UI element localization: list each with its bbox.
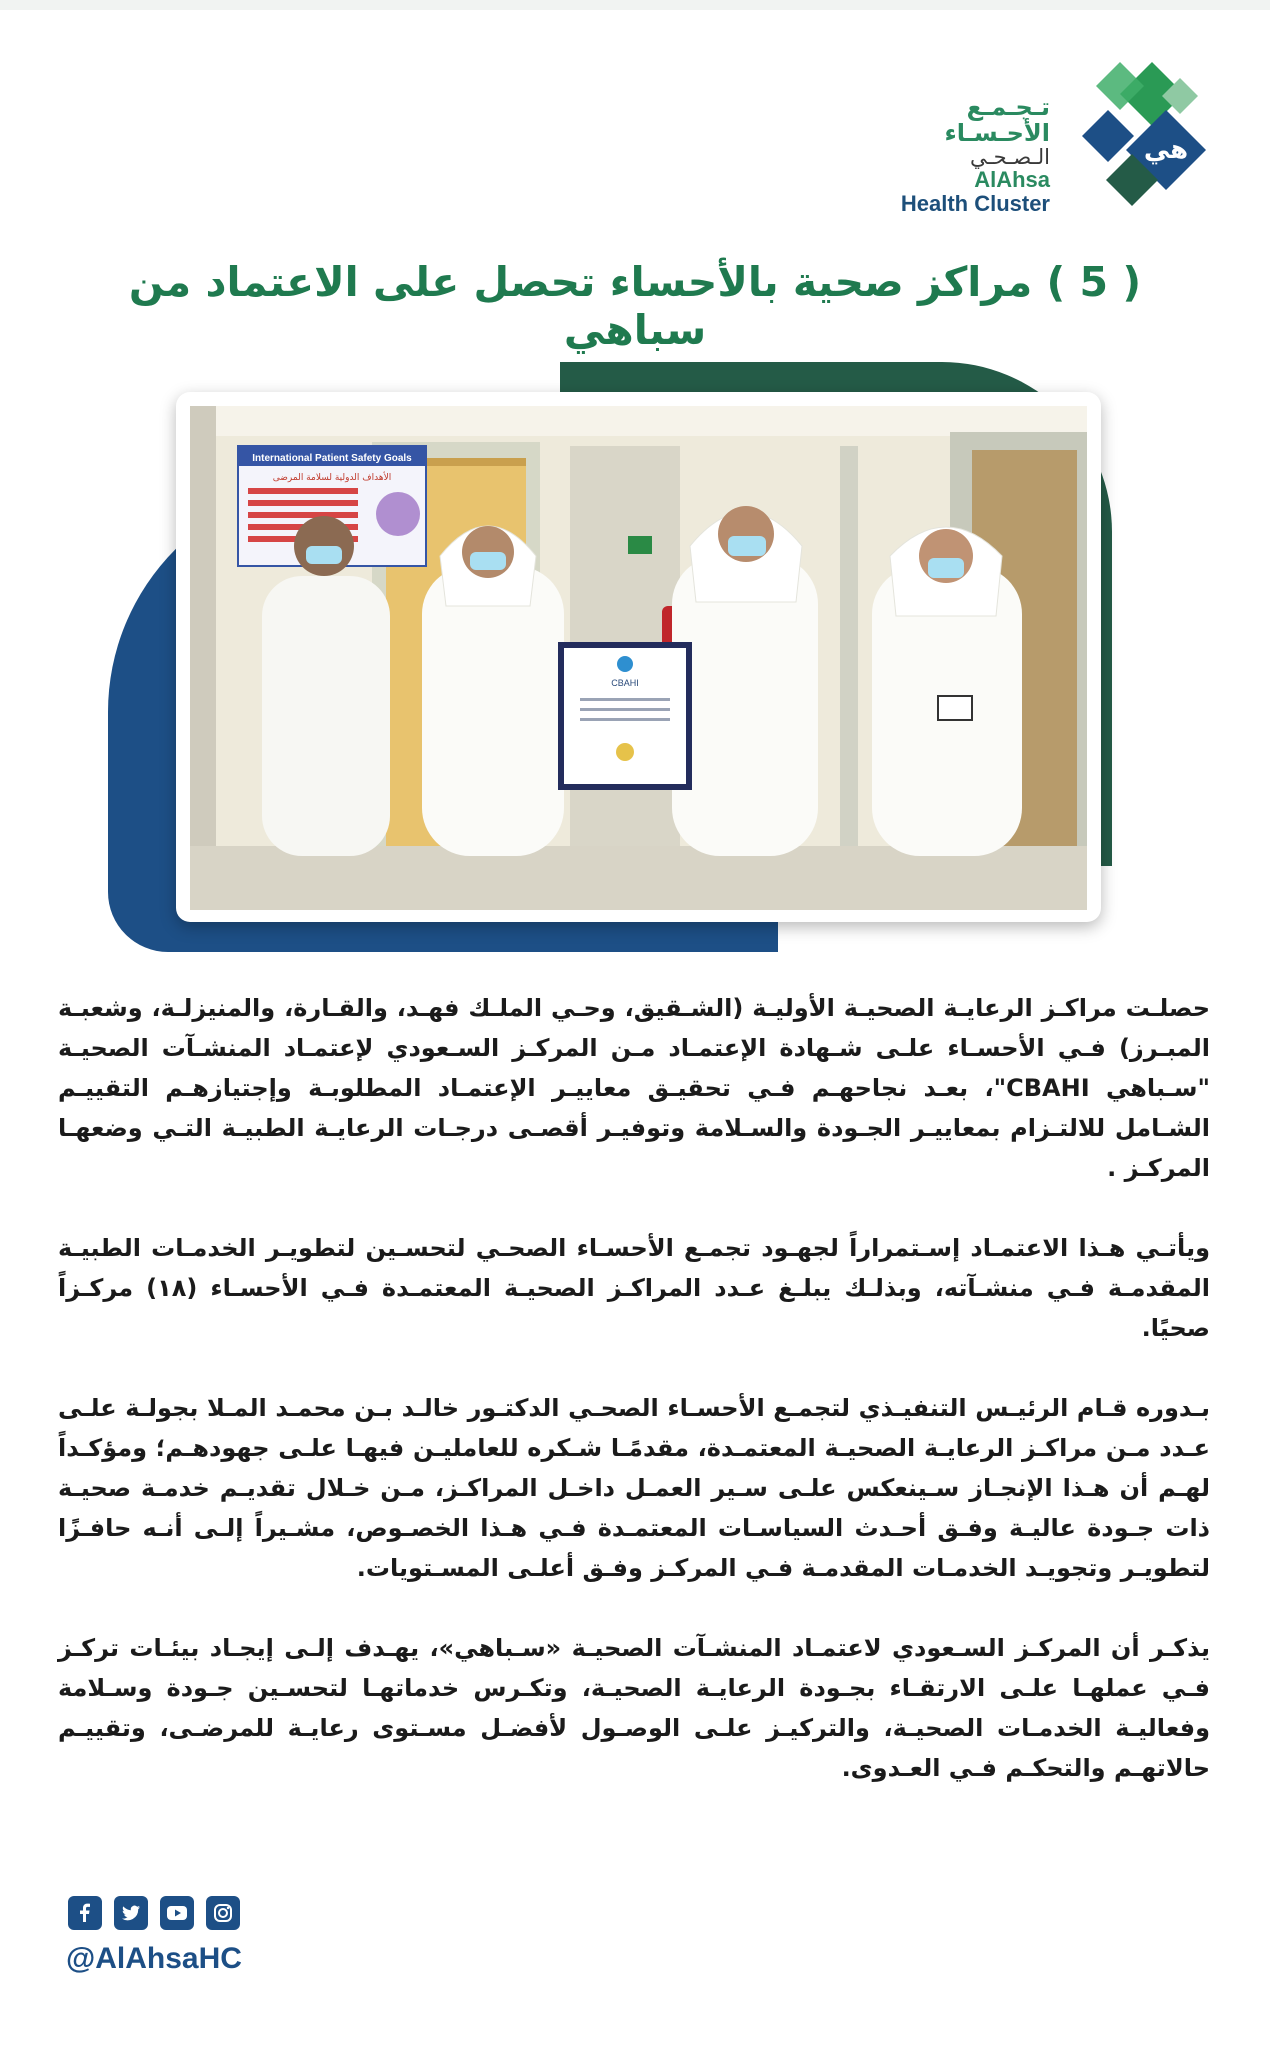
- person-2: [422, 526, 564, 856]
- top-strip: [0, 0, 1270, 10]
- instagram-icon[interactable]: [206, 1896, 240, 1930]
- facebook-icon[interactable]: [68, 1896, 102, 1930]
- article-paragraph-3: بـدوره قـام الرئيـس التنفيـذي لتجمـع الأحسـاء الصحـي الدكتـور خالـد بـن محمـد المـلا بجولـة علـى عـدد مـن مراكـز الرعايـة الصحيـة المعتمـدة، مقدمًـا شـكره للعامليـن فيهـا علـى جهودهـم؛ ومؤكـداً لهـم أن هـذا الإنجـاز سـينعكس علـى سـير العمـل داخـل المراكـز، مـن خـلال تقديـم خدمـة صحيـة ذات جـودة عاليـة وفـق أحـدث السياسـات المعتمـدة فـي هـذا الخصـوص، مشـيراً إلـى أنـه حافـزًا لتطويـر وتجويـد الخدمـات المقدمـة فـي المركـز وفـق أعلـى المسـتويات.: [58, 1394, 1210, 1582]
- poster-subtitle: الأهداف الدولية لسلامة المرضى: [272, 473, 392, 483]
- certificate-brand: CBAHI: [611, 678, 639, 688]
- article-body: [58, 988, 1210, 1828]
- photo-illustration: [190, 406, 1087, 910]
- logo-arabic-line1: تـجـمـع الأحـسـاء: [944, 93, 1050, 147]
- logo-english-line2: Health Cluster: [900, 191, 1050, 216]
- cbahi-certificate: [558, 642, 692, 790]
- youtube-icon[interactable]: [160, 1896, 194, 1930]
- logo-mark-text: هي: [1143, 135, 1189, 165]
- poster-title: International Patient Safety Goals: [252, 453, 412, 464]
- event-photo: [190, 406, 1087, 910]
- page-title: ( 5 ) مراكز صحية بالأحساء تحصل على الاعتماد من سباهي: [128, 258, 1142, 354]
- alahsa-health-cluster-logo: [880, 58, 1210, 218]
- person-4: [872, 527, 1022, 856]
- logo-mark-icon: [1060, 58, 1210, 208]
- twitter-icon[interactable]: [114, 1896, 148, 1930]
- logo-wordmark: [880, 94, 1050, 216]
- social-handle[interactable]: @AlAhsaHC: [66, 1942, 242, 1975]
- article-paragraph-1: حصلـت مراكـز الرعايـة الصحيـة الأوليـة (الشـقيق، وحـي الملـك فهـد، والقـارة، والمنيزلـة، وشعبـة المبـرز) فـي الأحسـاء علـى شـهادة الإعتمـاد مـن المركـز السـعودي لإعتمـاد المنشـآت الصحيـة "سـباهي CBAHI"، بعـد نجاحهـم فـي تحقيـق معاييـر الإعتمـاد المطلوبـة وإجتيازهـم التقييـم الشـامل للالتـزام بمعاييـر الجـودة والسـلامة وتوفيـر أقصـى درجـات الرعايـة الطبيـة التـي وضعهـا المركـز .: [58, 994, 1210, 1182]
- logo-arabic-line2: الـصـحـي: [970, 145, 1050, 169]
- social-icons: [68, 1896, 240, 1936]
- article-paragraph-2: ويأتـي هـذا الاعتمـاد إسـتمراراً لجهـود تجمـع الأحسـاء الصحـي لتحسـين لتطويـر الخدمـات الطبيـة المقدمـة فـي منشـآته، وبذلـك يبلـغ عـدد المراكـز الصحيـة المعتمـدة فـي الأحسـاء (١٨) مركـزاً صحيًا.: [58, 1234, 1211, 1342]
- logo-english-line1: AlAhsa: [974, 167, 1050, 192]
- person-3: [672, 506, 818, 856]
- article-paragraph-4: يذكـر أن المركـز السـعودي لاعتمـاد المنشـآت الصحيـة «سـباهي»، يهـدف إلـى إيجـاد بيئـات تركـز فـي عملهـا علـى الارتقـاء بجـودة الرعايـة الصحيـة، وتكـرس خدماتهـا لتحسـين جـودة وسـلامة وفعاليـة الخدمـات الصحيـة، والتركيـز علـى الوصـول لأفضـل مسـتوى رعايـة للمرضـى، وتقييـم حالاتهـم والتحكـم فـي العـدوى.: [58, 1634, 1210, 1782]
